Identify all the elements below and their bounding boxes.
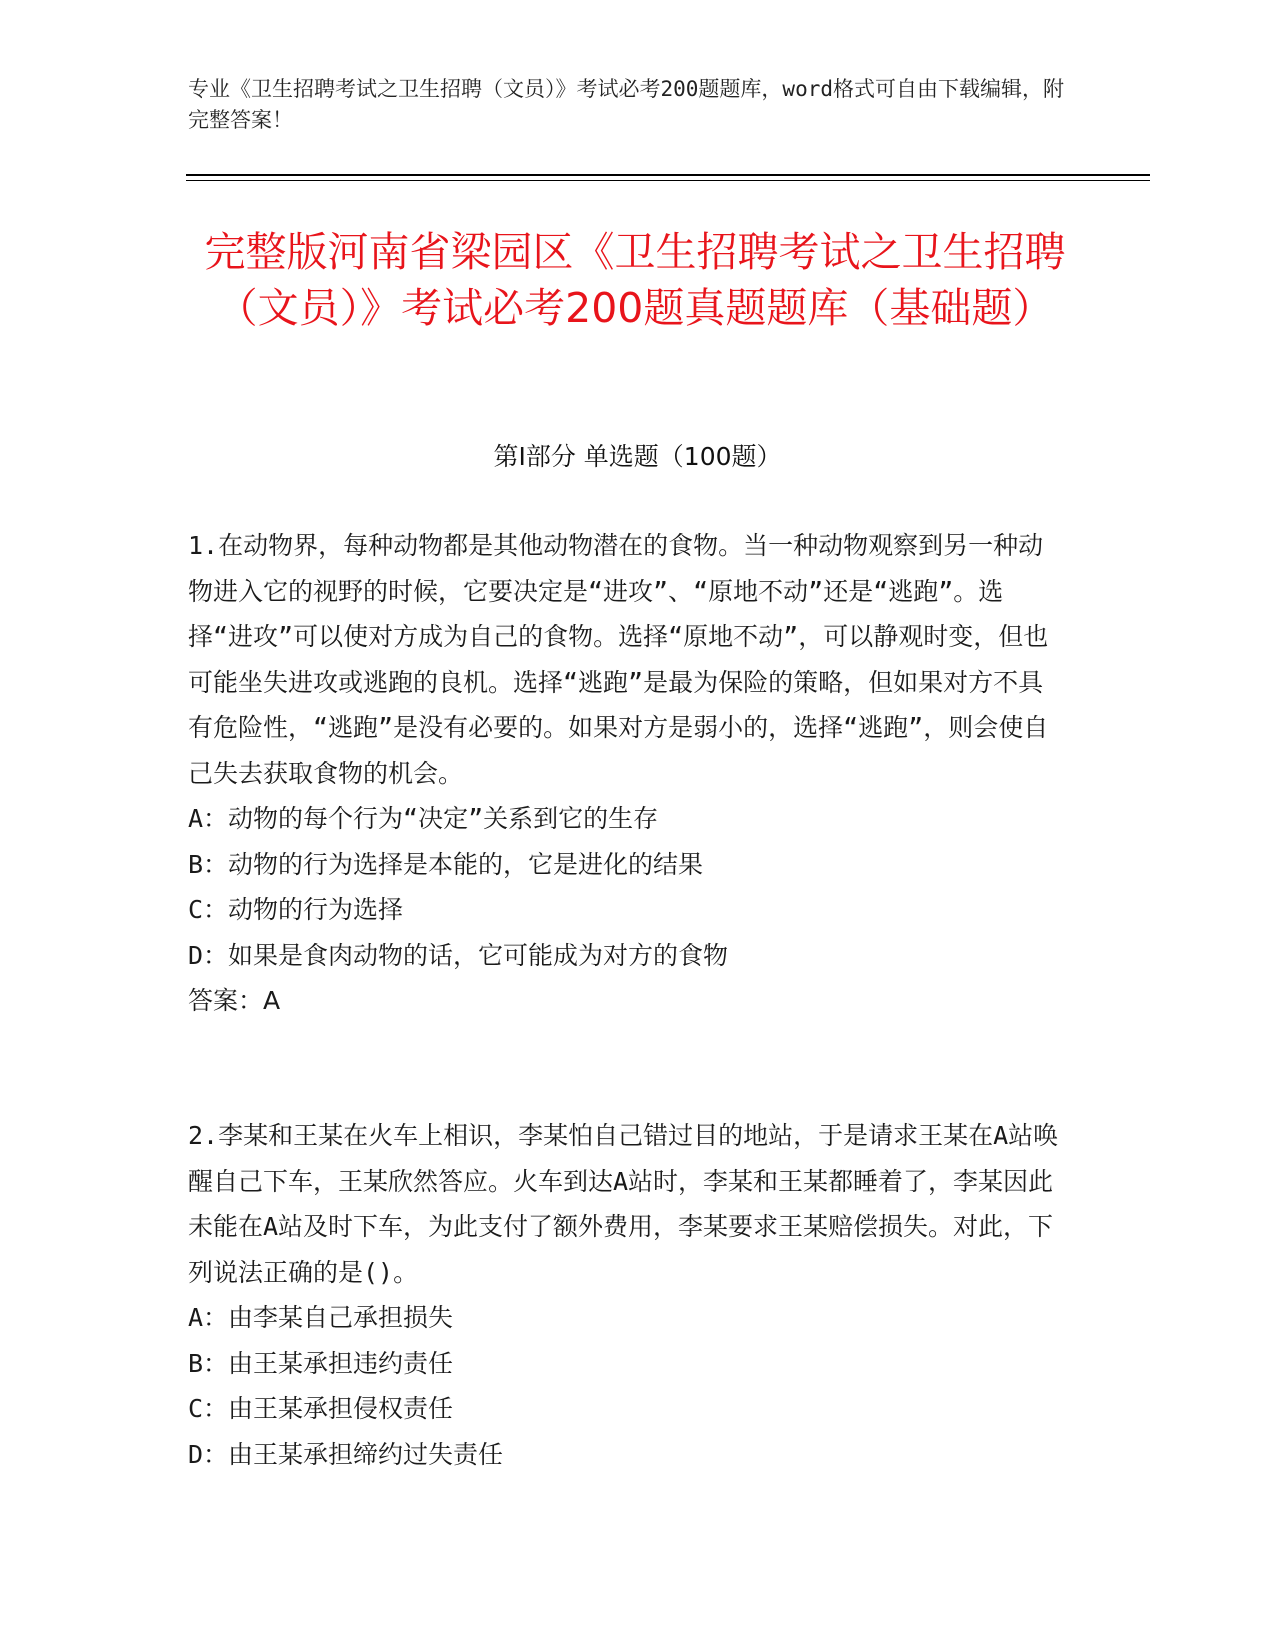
- document-title: 完整版河南省梁园区《卫生招聘考试之卫生招聘（文员）》考试必考200题真题题库（基础题）: [204, 228, 1066, 332]
- question-option-b: B：动物的行为选择是本能的，它是进化的结果: [188, 849, 704, 879]
- question-1: [188, 523, 1068, 1024]
- header-note: 专业《卫生招聘考试之卫生招聘（文员）》考试必考200题题库，word格式可自由下载编辑，附完整答案！: [188, 77, 1064, 132]
- question-option-a: A：由李某自己承担损失: [188, 1303, 454, 1332]
- question-option-a: A：动物的每个行为“决定”关系到它的生存: [188, 804, 659, 833]
- question-option-c: C：由王某承担侵权责任: [188, 1394, 454, 1423]
- question-option-d: D：如果是食肉动物的话，它可能成为对方的食物: [188, 940, 729, 970]
- question-stem: 2.李某和王某在火车上相识，李某怕自己错过目的地站，于是请求王某在A站唤醒自己下车，王某欣然答应。火车到达A站时，李某和王某都睡着了，李某因此未能在A站及时下车，为此支付了额外费用，李某要求王某赔偿损失。对此，下列说法正确的是()。: [188, 1121, 1059, 1287]
- question-answer: 答案：A: [188, 986, 281, 1015]
- header-divider-thin: [186, 180, 1150, 181]
- section-title: 第Ⅰ部分 单选题（100题）: [493, 442, 782, 471]
- question-option-c: C：动物的行为选择: [188, 895, 404, 924]
- question-stem: 1.在动物界，每种动物都是其他动物潜在的食物。当一种动物观察到另一种动物进入它的视野的时候，它要决定是“进攻”、“原地不动”还是“逃跑”。选择“进攻”可以使对方成为自己的食物。选择“原地不动”，可以静观时变，但也可能坐失进攻或逃跑的良机。选择“逃跑”是最为保险的策略，但如果对方不具有危险性，“逃跑”是没有必要的。如果对方是弱小的，选择“逃跑”，则会使自己失去获取食物的机会。: [188, 531, 1049, 788]
- question-2: [188, 1113, 1068, 1477]
- question-option-d: D：由王某承担缔约过失责任: [188, 1439, 504, 1469]
- question-option-b: B：由王某承担违约责任: [188, 1348, 454, 1378]
- header-divider-thick: [186, 174, 1150, 176]
